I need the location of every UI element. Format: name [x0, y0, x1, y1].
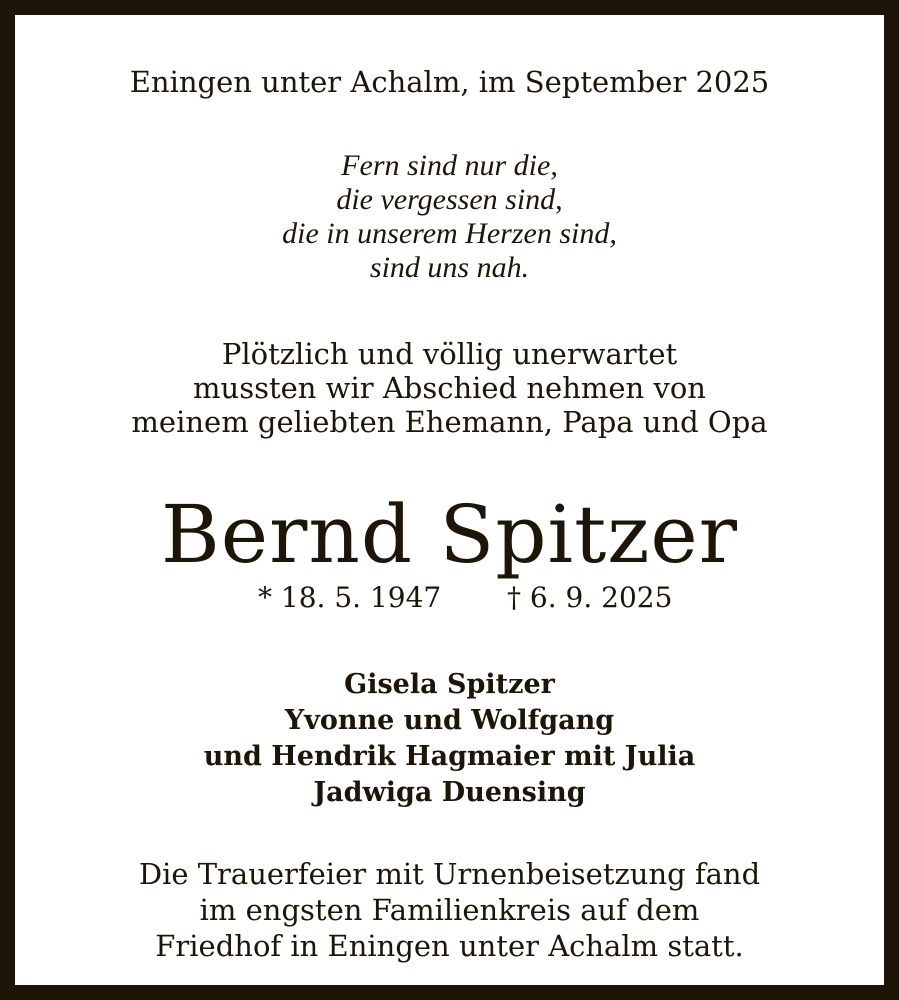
deceased-name: Bernd Spitzer — [160, 488, 739, 581]
birth-date: * 18. 5. 1947 — [258, 581, 442, 614]
life-dates — [30, 581, 869, 621]
funeral-note-line-1: Die Trauerfeier mit Urnenbeisetzung fand — [138, 857, 761, 891]
verse-line-4: sind uns nah. — [369, 251, 530, 284]
funeral-note-line-2: im engsten Familienkreis auf dem — [199, 893, 700, 927]
death-date: † 6. 9. 2025 — [507, 581, 673, 614]
mourner-line-3: und Hendrik Hagmaier mit Julia — [203, 741, 696, 772]
mourner-line-4: Jadwiga Duensing — [313, 777, 586, 808]
mourner-line-2: Yvonne und Wolfgang — [284, 705, 615, 736]
verse-line-3: die in unserem Herzen sind, — [282, 217, 617, 250]
intro-line-3: meinem geliebten Ehemann, Papa und Opa — [131, 405, 768, 439]
place-date-line: Eningen unter Achalm, im September 2025 — [129, 65, 770, 99]
intro-line-2: mussten wir Abschied nehmen von — [193, 371, 706, 405]
mourner-line-1: Gisela Spitzer — [344, 669, 555, 700]
funeral-note-line-3: Friedhof in Eningen unter Achalm statt. — [155, 929, 744, 963]
verse-line-2: die vergessen sind, — [336, 183, 563, 216]
verse-line-1: Fern sind nur die, — [341, 149, 558, 182]
intro-line-1: Plötzlich und völlig unerwartet — [221, 337, 678, 371]
